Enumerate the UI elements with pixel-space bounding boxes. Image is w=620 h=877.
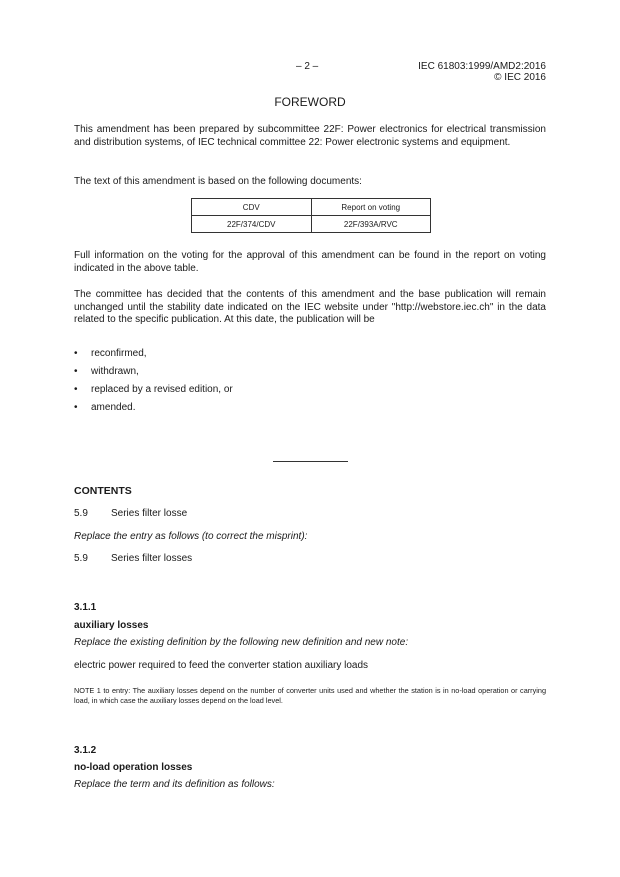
foreword-title: FOREWORD	[274, 95, 346, 109]
list-item-text: reconfirmed,	[91, 348, 147, 359]
clause-definition: electric power required to feed the converter station auxiliary loads	[74, 660, 369, 671]
contents-instruction: Replace the entry as follows (to correct the misprint):	[74, 531, 308, 542]
clause-number: 3.1.2	[74, 745, 97, 756]
list-item-text: replaced by a revised edition, or	[91, 384, 233, 395]
bullet-icon: •	[74, 366, 78, 377]
list-item-text: withdrawn,	[91, 366, 139, 377]
contents-entry-new-number: 5.9	[74, 553, 88, 564]
table-cell: 22F/393A/RVC	[311, 216, 431, 233]
contents-heading: CONTENTS	[74, 485, 132, 497]
bullet-icon: •	[74, 384, 78, 395]
clause-instruction: Replace the existing definition by the following new definition and new note:	[74, 637, 409, 648]
foreword-paragraph-1: This amendment has been prepared by subcommittee 22F: Power electronics for electrical transmission and distribution systems, of IEC technical committee 22: Power electronic systems and equipment.	[74, 124, 546, 148]
bullet-icon: •	[74, 402, 78, 413]
voting-table	[191, 198, 431, 233]
bullet-icon: •	[74, 348, 78, 359]
page-number: – 2 –	[296, 61, 319, 72]
clause-term: auxiliary losses	[74, 620, 149, 631]
clause-instruction: Replace the term and its definition as follows:	[74, 779, 275, 790]
table-row	[192, 216, 431, 233]
table-cell: 22F/374/CDV	[192, 216, 312, 233]
copyright: © IEC 2016	[494, 72, 546, 83]
contents-entry-new-text: Series filter losses	[111, 553, 193, 564]
clause-note: NOTE 1 to entry: The auxiliary losses depend on the number of converter units used and whether the station is in no-load operation or carrying load, in which case the auxiliary losses depend on the load level.	[74, 686, 546, 705]
contents-entry-old-text: Series filter losse	[111, 508, 188, 519]
table-header-row	[192, 199, 431, 216]
foreword-paragraph-4: The committee has decided that the contents of this amendment and the base publication will remain unchanged until the stability date indicated on the IEC website under "http://webstore.iec.ch" in the data related to the specific publication. At this date, the publication will be	[74, 289, 546, 325]
clause-term: no-load operation losses	[74, 762, 193, 773]
foreword-paragraph-2: The text of this amendment is based on the following documents:	[74, 176, 362, 187]
table-header-cell: CDV	[192, 199, 312, 216]
contents-entry-old-number: 5.9	[74, 508, 88, 519]
table-header-cell: Report on voting	[311, 199, 431, 216]
list-item-text: amended.	[91, 402, 136, 413]
document-id: IEC 61803:1999/AMD2:2016	[418, 61, 546, 72]
foreword-paragraph-3: Full information on the voting for the approval of this amendment can be found in the report on voting indicated in the above table.	[74, 250, 546, 274]
clause-number: 3.1.1	[74, 602, 97, 613]
section-divider	[273, 461, 348, 462]
